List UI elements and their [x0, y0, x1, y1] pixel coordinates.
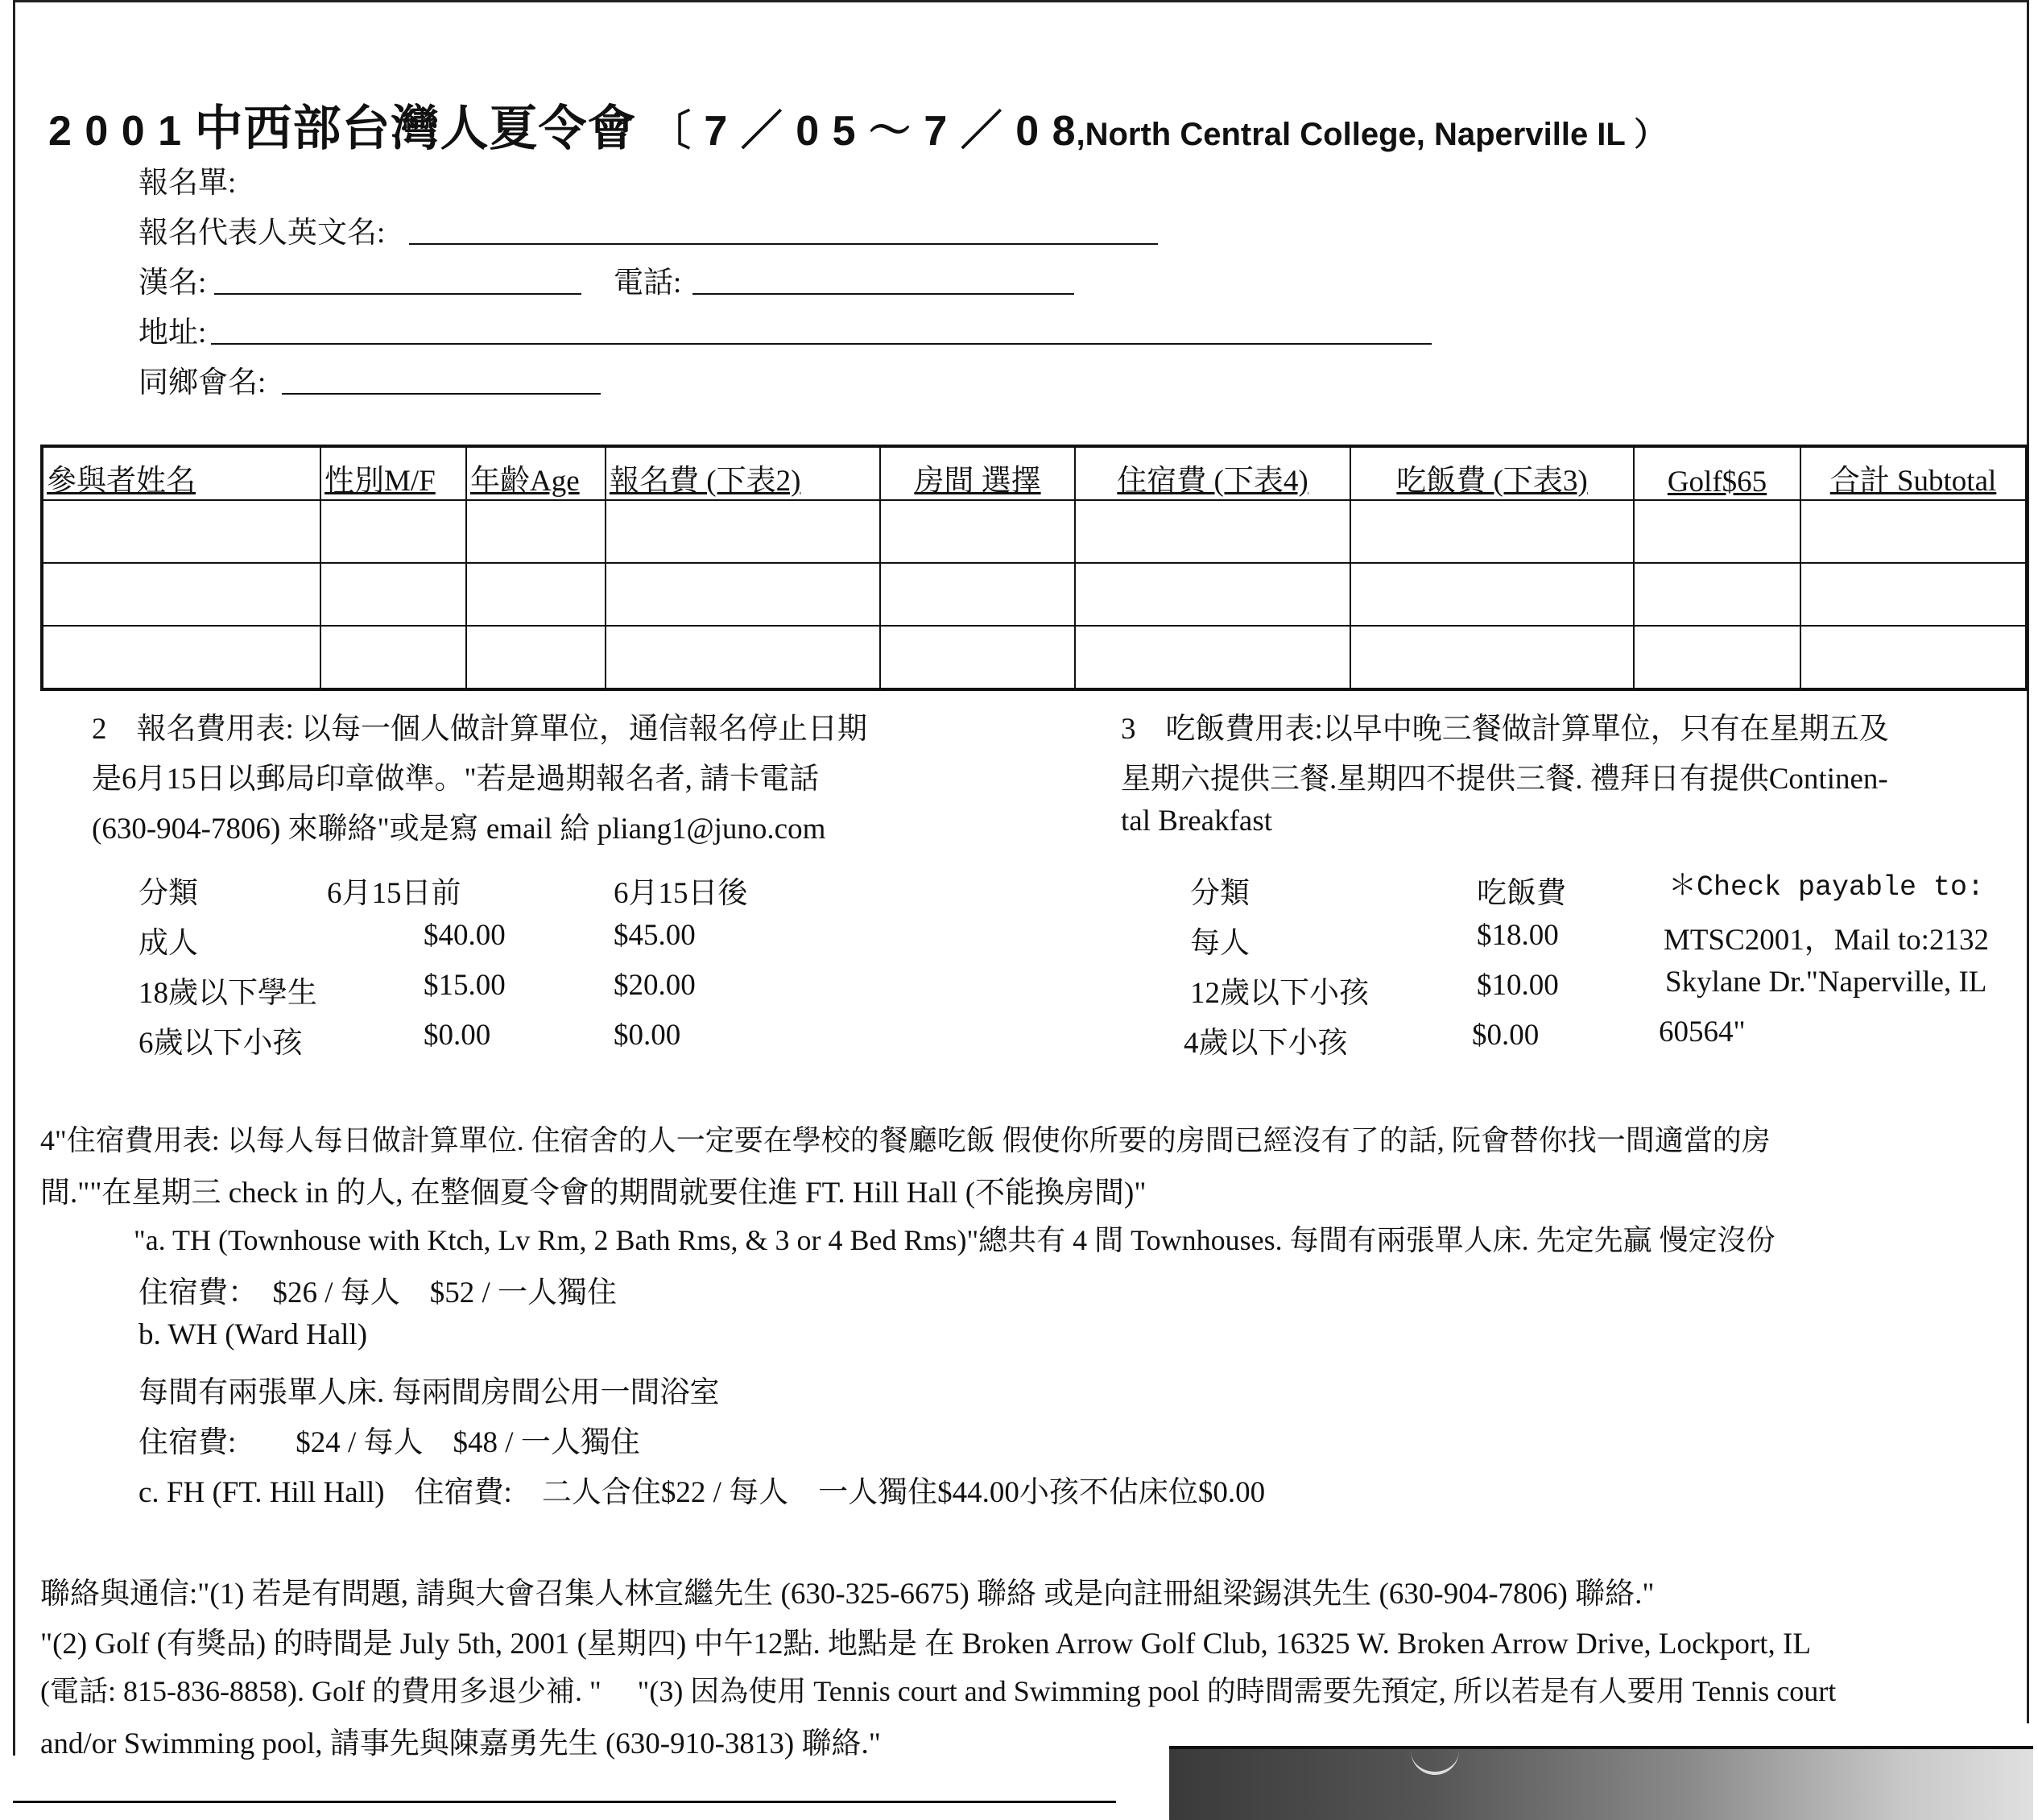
table-cell[interactable] [1075, 626, 1350, 689]
table-cell[interactable] [1075, 500, 1350, 563]
table-cell[interactable] [320, 500, 466, 563]
table-cell[interactable] [1634, 563, 1800, 626]
lodging-option-line: 每間有兩張單人床. 每兩間房間公用一間浴室 [138, 1376, 720, 1409]
table-header-cell: 房間 選擇 [880, 446, 1075, 500]
table-cell[interactable] [320, 563, 466, 626]
chinese-name-field[interactable] [214, 293, 581, 295]
chinese-name-label: 漢名: [138, 267, 207, 300]
lodging-option-line: c. FH (FT. Hill Hall) 住宿費: 二人合住$22 / 每人 一人獨住$44.00小孩不佔床位$0.00 [138, 1476, 1266, 1509]
table-cell[interactable] [1800, 563, 2027, 626]
fee-row-category: 成人 [138, 927, 198, 960]
table-cell[interactable] [466, 500, 606, 563]
association-label: 同鄉會名: [138, 366, 267, 399]
meal-row-fee: $10.00 [1477, 969, 1559, 1002]
table-cell[interactable] [606, 500, 880, 563]
table-row [42, 626, 2027, 689]
photo-fragment [1169, 1749, 2033, 1820]
table-cell[interactable] [1075, 563, 1350, 626]
table-cell[interactable] [466, 626, 606, 689]
table-header-cell: 吃飯費 (下表3) [1350, 446, 1634, 500]
lodging-option-line: 住宿費： $26 / 每人 $52 / 一人獨住 [138, 1276, 618, 1309]
table-cell[interactable] [42, 626, 320, 689]
payment-line: ＊Check payable to: [1668, 871, 1985, 904]
table-row [42, 500, 2027, 563]
table-header-cell: 年齡Age [466, 446, 606, 500]
table-cell[interactable] [466, 563, 606, 626]
fee-row-category: 6歲以下小孩 [138, 1027, 303, 1060]
payment-line: 60564" [1659, 1015, 1746, 1049]
table-cell[interactable] [880, 500, 1075, 563]
meal-row-category: 每人 [1190, 927, 1250, 960]
fee-header-category: 分類 [138, 877, 198, 910]
payment-line: Skylane Dr."Naperville, IL [1665, 966, 1987, 999]
table-cell[interactable] [1350, 563, 1634, 626]
table-cell[interactable] [320, 626, 466, 689]
form-heading: 報名單: [138, 167, 237, 200]
fee-table-intro-line: 2 報名費用表: 以每一個人做計算單位，通信報名停止日期 [92, 713, 868, 746]
fee-row-before: $15.00 [424, 969, 506, 1002]
lodging-intro-line: 4"住宿費用表: 以每人每日做計算單位. 住宿舍的人一定要在學校的餐廳吃飯 假使你所要的房間已經沒有了的話, 阮會替你找一間適當的房 [40, 1124, 1771, 1156]
address-label: 地址: [138, 316, 207, 350]
table-header-cell: 參與者姓名 [42, 446, 320, 500]
fee-row-before: $40.00 [424, 919, 506, 952]
meal-row-fee: $0.00 [1472, 1019, 1540, 1052]
fee-table-intro-line: (630-904-7806) 來聯絡"或是寫 email 給 pliang1@juno.com [92, 813, 826, 846]
lodging-option-line: 住宿費: $24 / 每人 $48 / 一人獨住 [138, 1426, 640, 1459]
participants-table [40, 445, 2028, 691]
table-cell[interactable] [1800, 500, 2027, 563]
meal-table-intro-line: 星期六提供三餐.星期四不提供三餐. 禮拜日有提供Continen- [1121, 763, 1888, 796]
contact-line: "(2) Golf (有獎品) 的時間是 July 5th, 2001 (星期四) 中午12點. 地點是 在 Broken Arrow Golf Club, 16325 W. Broken Arrow Drive, Lockport, IL [40, 1628, 1811, 1661]
table-row [42, 563, 2027, 626]
contact-line: 聯絡與通信:"(1) 若是有問題, 請與大會召集人林宣繼先生 (630-325-6675) 聯絡 或是向註冊組梁錫淇先生 (630-904-7806) 聯絡." [40, 1578, 1655, 1611]
page-title [48, 90, 1666, 159]
table-cell[interactable] [880, 563, 1075, 626]
rep-name-label: 報名代表人英文名: [138, 217, 386, 250]
title-year: 2 0 0 1 [48, 108, 183, 155]
bottom-divider [13, 1801, 1116, 1803]
lodging-option-line: b. WH (Ward Hall) [138, 1318, 368, 1351]
fee-row-after: $20.00 [614, 969, 696, 1002]
lodging-option-line: "a. TH (Townhouse with Ktch, Lv Rm, 2 Bath Rms, & 3 or 4 Bed Rms)"總共有 4 間 Townhouses. 每間有兩張單人床. 先定先贏 慢定沒份 [134, 1224, 1775, 1256]
fee-row-after: $45.00 [614, 919, 696, 952]
table-header-row [42, 446, 2027, 500]
address-field[interactable] [211, 343, 1432, 345]
table-cell[interactable] [42, 563, 320, 626]
fee-row-category: 18歲以下學生 [138, 977, 317, 1010]
table-cell[interactable] [606, 563, 880, 626]
table-cell[interactable] [1350, 500, 1634, 563]
table-cell[interactable] [1800, 626, 2027, 689]
contact-line: (電話: 815-836-8858). Golf 的費用多退少補. " "(3) 因為使用 Tennis court and Swimming pool 的時間需要先預定, 所以若是有人要用 Tennis court [40, 1675, 1837, 1707]
table-cell[interactable] [1634, 626, 1800, 689]
table-header-cell: 合計 Subtotal [1800, 446, 2027, 500]
title-event: 中西部台灣人夏令會 [194, 101, 637, 155]
table-cell[interactable] [1634, 500, 1800, 563]
fee-header-before: 6月15日前 [327, 877, 461, 910]
title-dates: 〔 7 ／ 0 5 ～ 7 ／ 0 8 [648, 108, 1077, 155]
meal-table-intro-line: tal Breakfast [1121, 805, 1272, 838]
association-field[interactable] [282, 393, 601, 395]
lodging-intro-line: 間.""在星期三 check in 的人, 在整個夏令會的期間就要住進 FT. Hill Hall (不能換房間)" [40, 1177, 1147, 1210]
fee-row-after: $0.00 [614, 1019, 681, 1052]
fee-row-before: $0.00 [424, 1019, 491, 1052]
contact-line: and/or Swimming pool, 請事先與陳嘉勇先生 (630-910-3813) 聯絡." [40, 1727, 881, 1760]
meal-header-fee: 吃飯費 [1477, 877, 1566, 910]
frame-border-right [2027, 0, 2029, 1723]
meal-row-category: 4歲以下小孩 [1184, 1027, 1348, 1060]
frame-border-top [13, 0, 2029, 2]
phone-label: 電話: [614, 267, 682, 300]
table-cell[interactable] [42, 500, 320, 563]
table-header-cell: 性別M/F [320, 446, 466, 500]
fee-table-intro-line: 是6月15日以郵局印章做準。"若是過期報名者, 請卡電話 [92, 763, 820, 796]
meal-row-category: 12歲以下小孩 [1190, 977, 1369, 1010]
title-venue: ,North Central College, Naperville IL ） [1076, 117, 1667, 152]
meal-header-category: 分類 [1190, 877, 1250, 910]
payment-line: MTSC2001，Mail to:2132 [1664, 924, 1989, 957]
table-cell[interactable] [606, 626, 880, 689]
meal-table-intro-line: 3 吃飯費用表:以早中晚三餐做計算單位，只有在星期五及 [1121, 713, 1889, 746]
table-cell[interactable] [1350, 626, 1634, 689]
phone-field[interactable] [692, 293, 1074, 295]
fee-header-after: 6月15日後 [614, 877, 748, 910]
table-cell[interactable] [880, 626, 1075, 689]
table-header-cell: 住宿費 (下表4) [1075, 446, 1350, 500]
table-header-cell: Golf$65 [1634, 446, 1800, 500]
meal-row-fee: $18.00 [1477, 919, 1559, 952]
frame-border-left [13, 0, 15, 1756]
table-header-cell: 報名費 (下表2) [606, 446, 880, 500]
rep-name-field[interactable] [409, 243, 1158, 245]
